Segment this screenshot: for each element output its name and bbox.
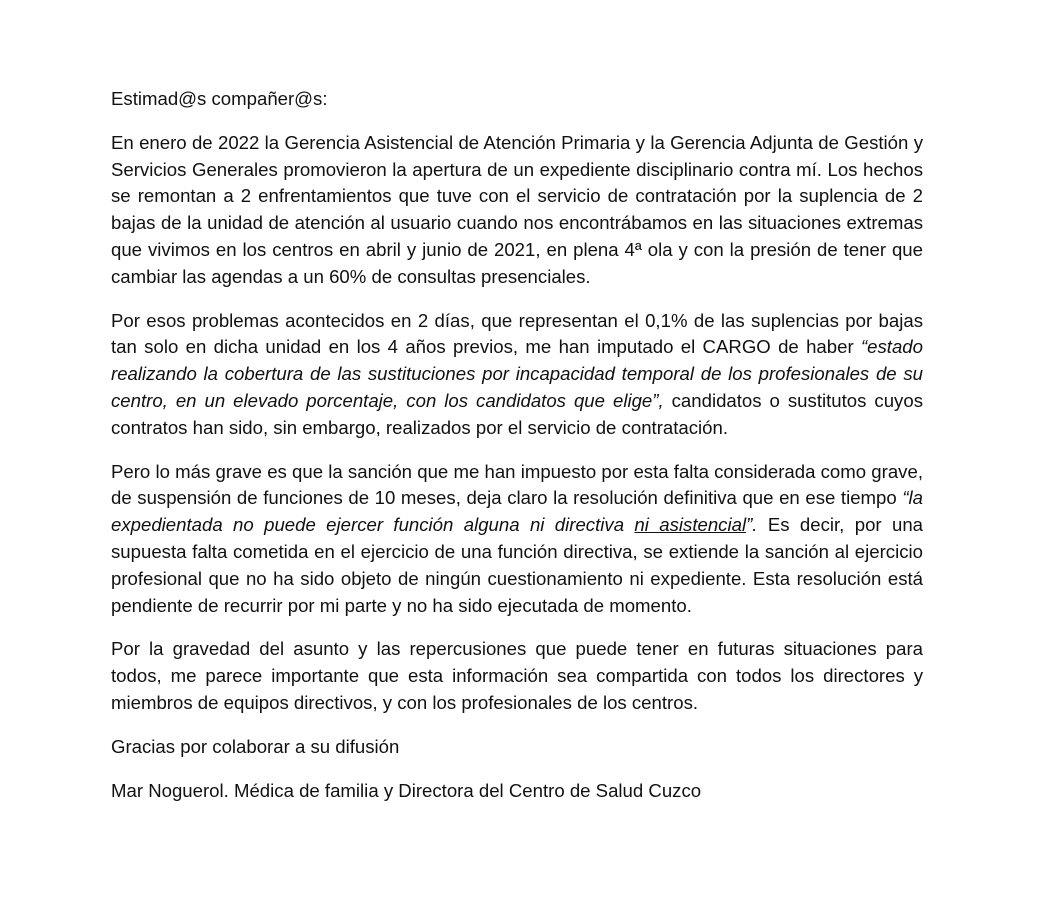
paragraph-1: En enero de 2022 la Gerencia Asistencial de Atención Primaria y la Gerencia Adjunta de Gestión y Servicios Generales promovieron la apertura de un expediente disciplinario contra mí. Los hechos se remontan a 2 enfrentamientos que tuve con el servicio de contratación por la suplencia de 2 bajas de la unidad de atención al usuario cuando nos encontrábamos en las situaciones extremas que vivimos en los centros en abril y junio de 2021, en plena 4ª ola y con la presión de tener que cambiar las agendas a un 60% de consultas presenciales. <box>111 131 923 287</box>
paragraph-3-text-b: Es decir, por una supuesta falta cometida en el ejercicio de una función directiva, se extiende la sanción al ejercicio profesional que no ha sido objeto de ningún cuestionamiento ni expediente. Esta resolución está pendiente de recurrir por mi parte y no ha sido ejecutada de momento. <box>111 514 924 616</box>
signature: Mar Noguerol. Médica de familia y Directora del Centro de Salud Cuzco <box>111 779 702 801</box>
letter-document <box>111 86 923 821</box>
greeting: Estimad@s compañer@s: <box>111 88 328 109</box>
paragraph-2-text-b: candidatos o sustitutos cuyos contratos han sido, sin embargo, realizados por el servicio de contratación. <box>111 389 923 438</box>
paragraph-2 <box>111 308 923 442</box>
paragraph-3-quote-underlined: ni asistencial <box>634 514 747 536</box>
thanks-line: Gracias por colaborar a su difusión <box>111 735 400 757</box>
paragraph-2-text-a: Por esos problemas acontecidos en 2 días, que representan el 0,1% de las suplencias por bajas tan solo en dicha unidad en los 4 años previos, me han imputado el CARGO de haber <box>111 309 923 358</box>
paragraph-3-text-a: Pero lo más grave es que la sanción que me han impuesto por esta falta considerada como grave, de suspensión de funciones de 10 meses, deja claro la resolución definitiva que en ese tiempo <box>111 460 923 509</box>
paragraph-4: Por la gravedad del asunto y las repercusiones que puede tener en futuras situaciones para todos, me parece importante que esta información sea compartida con todos los directores y miembros de equipos directivos, y con los profesionales de los centros. <box>111 638 923 713</box>
paragraph-3 <box>111 459 923 620</box>
paragraph-3-quote: “la expedientada no puede ejercer función alguna ni directiva <box>111 487 923 536</box>
paragraph-2-quote: “estado realizando la cobertura de las sustituciones por incapacidad temporal de los profesionales de su centro, en un elevado porcentaje, con los candidatos que elige”, <box>111 336 923 411</box>
paragraph-3-quote-end: ”. <box>746 514 758 536</box>
